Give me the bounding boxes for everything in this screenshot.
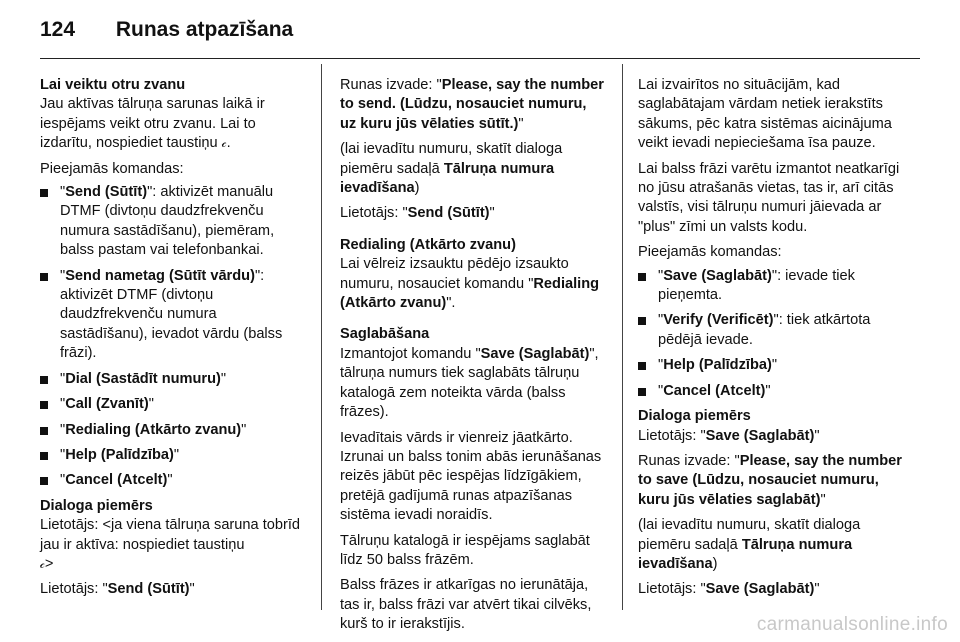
- paragraph: Lietotājs: "Save (Saglabāt)": [638, 581, 820, 598]
- header-divider: [40, 58, 920, 59]
- column-divider-1: [321, 64, 322, 610]
- list-item: "Send nametag (Sūtīt vārdu)": aktivizēt DTMF (divtoņu daudzfrekvenču numura sastādīšanu), ievadot vārdu (balss frāzi).: [60, 267, 302, 364]
- section-heading: Dialoga piemērs: [638, 408, 751, 425]
- bullet-icon: [40, 273, 48, 281]
- section-heading: Lai veiktu otru zvanu: [40, 77, 186, 93]
- list-item: "Dial (Sastādīt numuru)": [60, 370, 302, 389]
- bullet-icon: [40, 189, 48, 197]
- bullet-icon: [40, 477, 48, 485]
- list-item: "Verify (Verificēt)": tiek atkārtota pēdējā ievade.: [658, 311, 908, 350]
- list-item: "Cancel (Atcelt)": [60, 471, 302, 490]
- command-list: [638, 267, 908, 401]
- paragraph: Lai izvairītos no situācijām, kad saglabātajam vārdam netiek ierakstīts sākums, pēc katra sistēmas aicinājuma veikt ievadi nepieciešama īsa pauze.: [638, 77, 892, 152]
- bullet-icon: [638, 317, 646, 325]
- bullet-icon: [638, 388, 646, 396]
- paragraph: Lietotājs: "Send (Sūtīt)": [340, 205, 495, 222]
- bullet-icon: [40, 427, 48, 435]
- list-item: "Help (Palīdzība)": [60, 446, 302, 465]
- bullet-icon: [40, 401, 48, 409]
- bullet-icon: [638, 362, 646, 370]
- bullet-icon: [40, 376, 48, 384]
- section-heading: Saglabāšana: [340, 326, 430, 343]
- paragraph: Lai balss frāzi varētu izmantot neatkarīgi no jūsu atrašanās vietas, tas ir, arī citās valstīs, visi tālruņu numuri jāievada ar "plus" zīmi un valsts kodu.: [638, 160, 900, 235]
- paragraph: Lietotājs: <ja viena tālruņa saruna tobrīd jau ir aktīva: nospiediet taustiņu 𝒸>: [40, 517, 301, 572]
- paragraph: Runas izvade: "Please, say the number to save (Lūdzu, nosauciet numuru, kuru jūs vēlaties saglabāt)": [638, 452, 902, 508]
- paragraph: Pieejamās komandas:: [638, 244, 782, 261]
- list-item: "Call (Zvanīt)": [60, 395, 302, 414]
- paragraph: Izmantojot komandu "Save (Saglabāt)", tālruņa numurs tiek saglabāts tālruņu katalogā zem noteikta vārda (balss frāzes).: [340, 345, 599, 421]
- paragraph: Balss frāzes ir atkarīgas no ierunātāja, tas ir, balss frāzi var atvērt tikai cilvēks, kurš to ir ierakstījis.: [340, 577, 592, 633]
- column-divider-2: [622, 64, 623, 610]
- paragraph: Ievadītais vārds ir vienreiz jāatkārto. Izrunai un balss tonim abās ierunāšanas reizēs jābūt pēc iespējas līdzīgākiem, pretējā gadījumā runas atpazīšanas sistēma ievadi noraidīs.: [340, 429, 602, 524]
- paragraph: (lai ievadītu numuru, skatīt dialoga piemēru sadaļā Tālruņa numura ievadīšana): [340, 141, 563, 197]
- paragraph: Lietotājs: "Save (Saglabāt)": [638, 427, 820, 444]
- phone-key-icon: 𝒸: [221, 136, 227, 151]
- paragraph: Runas izvade: "Please, say the number to send. (Lūdzu, nosauciet numuru, uz kuru jūs vēlaties sūtīt.)": [340, 77, 604, 132]
- paragraph: Lietotājs: "Send (Sūtīt)": [40, 581, 195, 598]
- paragraph: Pieejamās komandas:: [40, 160, 184, 177]
- paragraph: Lai vēlreiz izsauktu pēdējo izsaukto numuru, nosauciet komandu "Redialing (Atkārto zvanu)".: [340, 256, 600, 312]
- section-heading: Redialing (Atkārto zvanu): [340, 236, 516, 253]
- bullet-icon: [638, 273, 646, 281]
- list-item: "Help (Palīdzība)": [658, 356, 908, 375]
- list-item: "Send (Sūtīt)": aktivizēt manuālu DTMF (divtoņu daudzfrekvenču numura sastādīšanu), piemēram, balss pastam vai telefonbankai.: [60, 183, 302, 261]
- column-2: [340, 76, 605, 641]
- column-3: [638, 76, 908, 606]
- page-number: 124: [40, 18, 76, 41]
- page-title: Runas atpazīšana: [115, 18, 294, 41]
- paragraph: (lai ievadītu numuru, skatīt dialoga piemēru sadaļā Tālruņa numura ievadīšana): [638, 517, 861, 572]
- paragraph: Tālruņu katalogā ir iespējams saglabāt līdz 50 balss frāzēm.: [340, 532, 590, 568]
- section-heading: Dialoga piemērs: [40, 497, 153, 514]
- list-item: "Save (Saglabāt)": ievade tiek pieņemta.: [658, 267, 908, 306]
- column-1: [40, 76, 302, 606]
- phone-key-icon: 𝒸: [40, 556, 45, 571]
- command-list: [40, 183, 302, 491]
- list-item: "Cancel (Atcelt)": [658, 382, 908, 401]
- bullet-icon: [40, 452, 48, 460]
- paragraph: Jau aktīvas tālruņa sarunas laikā ir iespējams veikt otru zvanu. Lai to izdarītu, nospiediet taustiņu 𝒸.: [40, 96, 265, 152]
- watermark: carmanualsonline.info: [756, 614, 948, 635]
- page-header: [40, 18, 293, 42]
- list-item: "Redialing (Atkārto zvanu)": [60, 421, 302, 440]
